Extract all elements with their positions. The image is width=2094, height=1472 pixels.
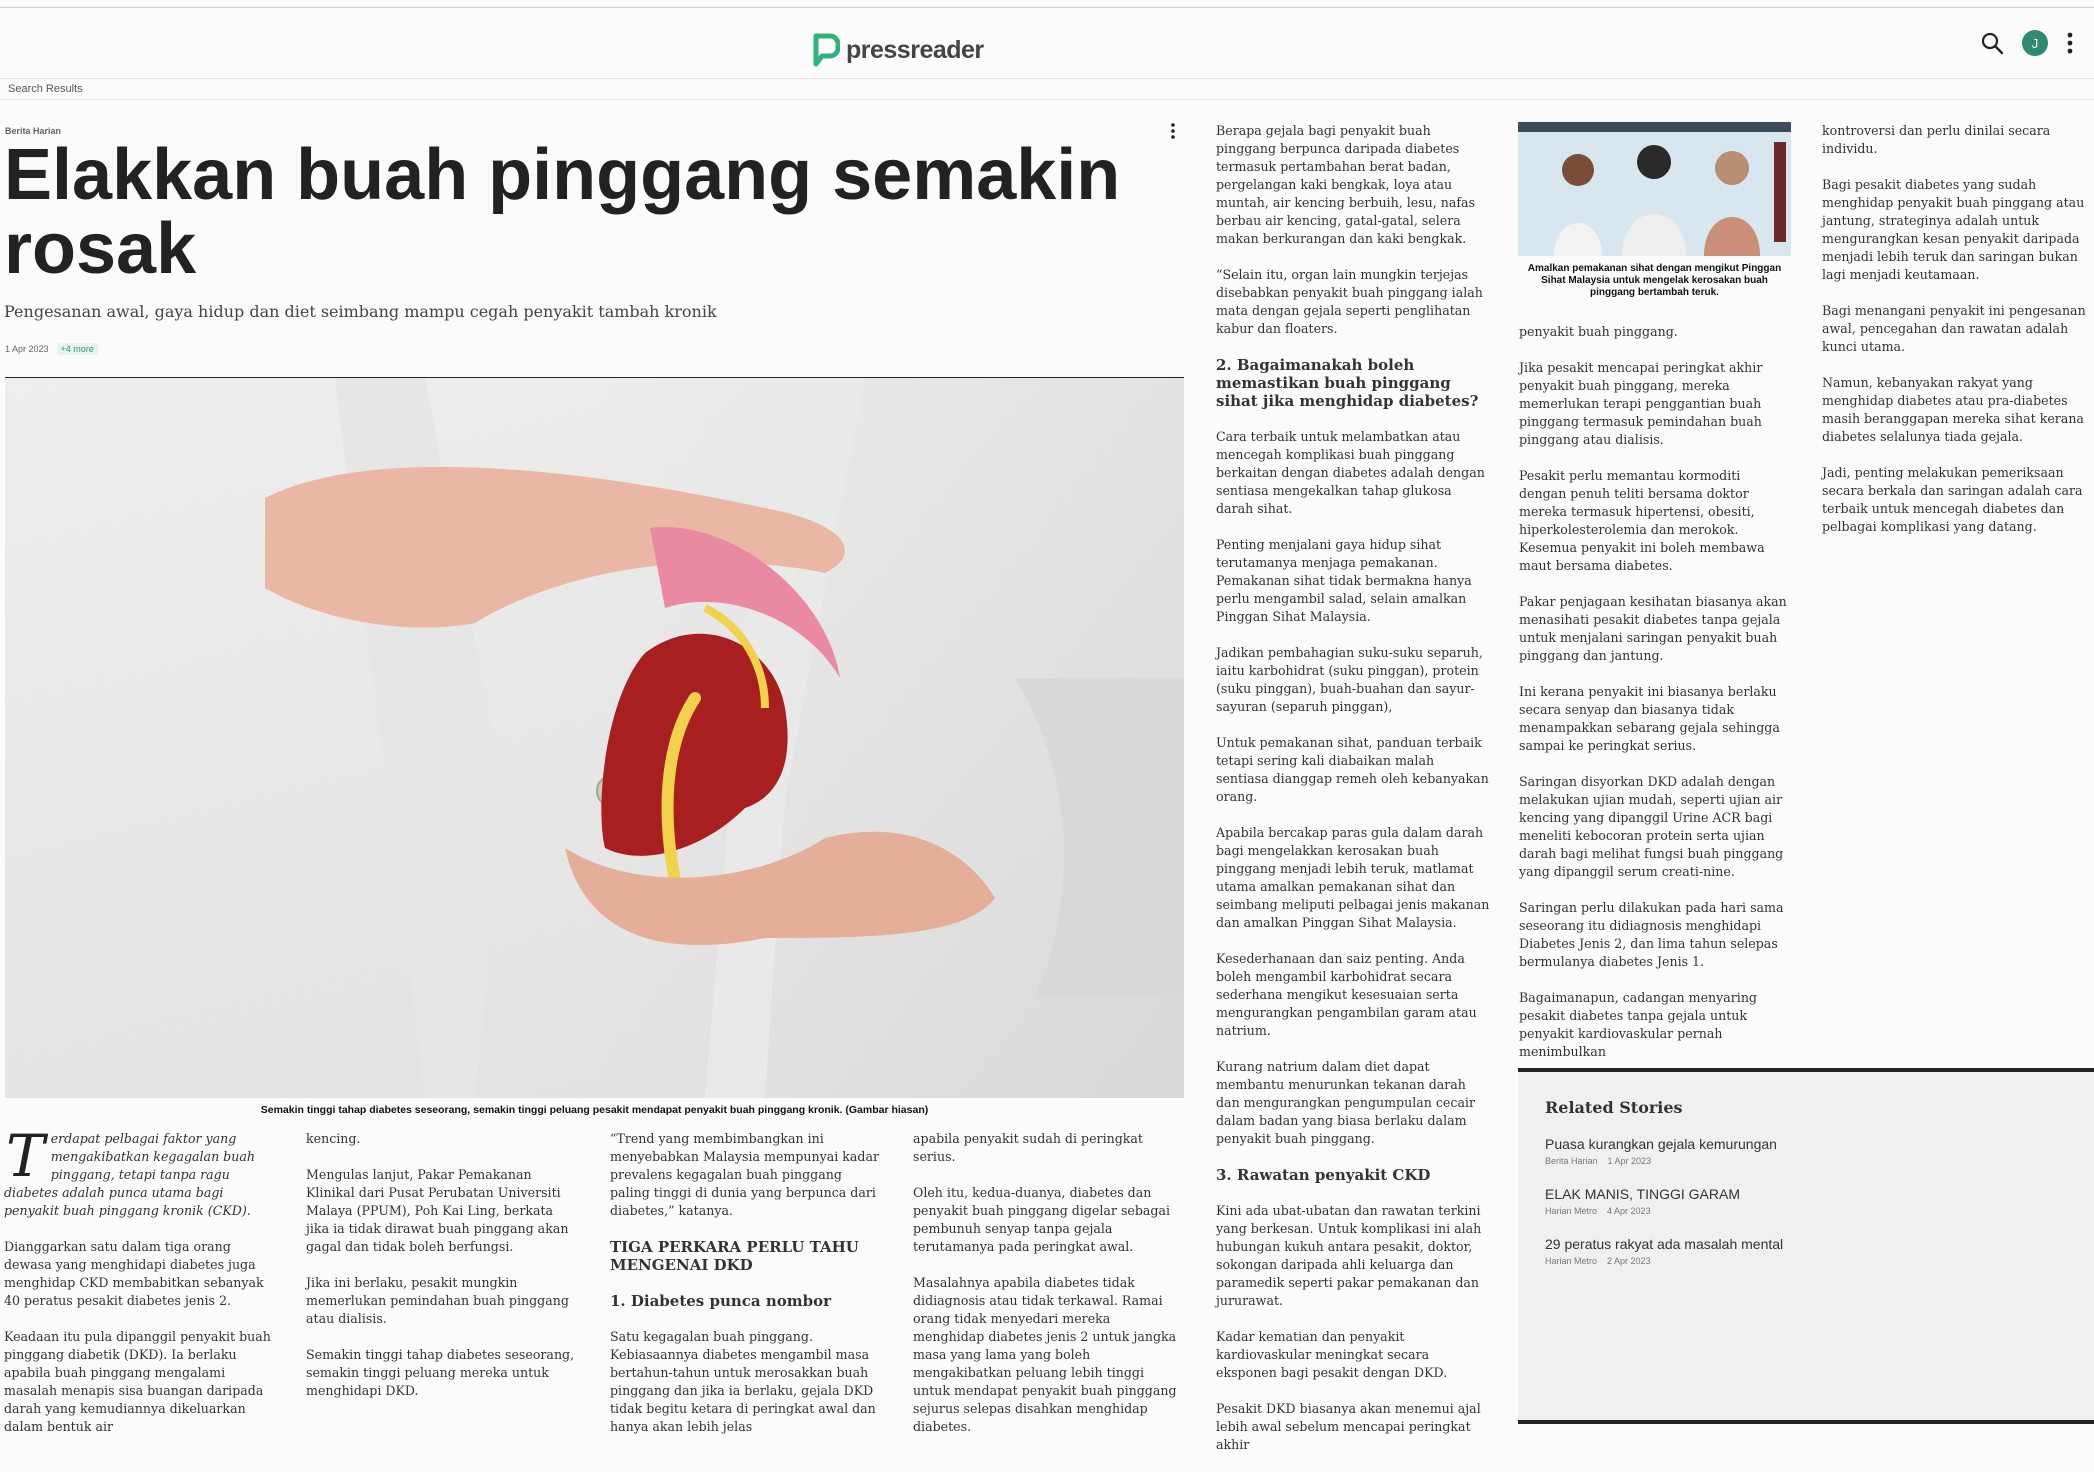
breadcrumb-bar <box>0 79 2094 100</box>
paragraph: Jadi, penting melakukan pemeriksaan secara berkala dan saringan adalah cara terbaik untuk mencegah diabetes dan pelbagai komplikasi yang datang. <box>1822 465 2083 534</box>
article-subtitle: Pengesanan awal, gaya hidup dan diet seimbang mampu cegah penyakit tambah kronik <box>4 302 717 321</box>
article-title: Elakkan buah pinggang semakin rosak <box>4 135 1121 289</box>
paragraph: Satu kegagalan buah pinggang. Kebiasaannya diabetes mengambil masa bertahun-tahun untuk merosakkan buah pinggang dan jika ia berlaku, gejala DKD tidak begitu ketara di peringkat awal dan hanya akan lebih jelas <box>610 1329 876 1434</box>
related-story-title[interactable]: Puasa kurangkan gejala kemurungan <box>1545 1136 1777 1152</box>
article-source[interactable]: Berita Harian <box>5 126 62 136</box>
paragraph: Apabila bercakap paras gula dalam darah bagi mengelakkan kerosakan buah pinggang menjadi lebih teruk, matlamat utama amalkan pemakanan sihat dan seimbang meliputi pelbagai jenis makanan dan amalkan Pinggan Sihat Malaysia. <box>1216 825 1490 930</box>
section-heading: TIGA PERKARA PERLU TAHU MENGENAI DKD <box>610 1238 859 1274</box>
top-header <box>0 8 2094 79</box>
paragraph: Bagi menangani penyakit ini pengesanan awal, pencegahan dan rawatan adalah kunci utama. <box>1822 303 2086 354</box>
paragraph: Bagaimanapun, cadangan menyaring pesakit diabetes tanpa gejala untuk penyakit kardiovaskular pernah menimbulkan <box>1519 990 1757 1059</box>
search-icon[interactable] <box>1980 31 2004 55</box>
paragraph: “Selain itu, organ lain mungkin terjejas disebabkan penyakit buah pinggang ialah mata dengan gejala seperti penglihatan kabur dan floaters. <box>1216 267 1483 336</box>
paragraph: Saringan perlu dilakukan pada hari sama seseorang itu didiagnosis menghidapi Diabetes Jenis 2, dan lima tahun selepas bermulanya diabetes Jenis 1. <box>1519 900 1784 969</box>
article-column-5 <box>1216 122 1490 1472</box>
related-story-date: 4 Apr 2023 <box>1607 1206 1651 1216</box>
related-story-title[interactable]: 29 peratus rakyat ada masalah mental <box>1545 1236 1784 1252</box>
paragraph: Cara terbaik untuk melambatkan atau mencegah komplikasi buah pinggang berkaitan dengan diabetes adalah dengan sentiasa mengekalkan tahap glukosa darah sihat. <box>1216 429 1485 516</box>
paragraph: “Trend yang membimbangkan ini menyebabkan Malaysia mempunyai kadar prevalens kegagalan buah pinggang paling tinggi di dunia yang berpunca dari diabetes,” katanya. <box>610 1131 880 1218</box>
hero-image <box>5 377 1184 1098</box>
related-story[interactable] <box>1545 1186 1740 1216</box>
related-story-source: Harian Metro <box>1545 1256 1598 1266</box>
inline-image <box>1518 122 1791 256</box>
paragraph: kencing. <box>306 1131 361 1146</box>
section-heading: 1. Diabetes punca nombor <box>610 1292 832 1310</box>
paragraph: Jika pesakit mencapai peringkat akhir penyakit buah pinggang, mereka memerlukan terapi penggantian buah pinggang termasuk pemindahan buah pinggang atau dialisis. <box>1519 360 1763 447</box>
paragraph: Saringan disyorkan DKD adalah dengan melakukan ujian mudah, seperti ujian air kencing yang dipanggil Urine ACR bagi meneliti kebocoran protein serta ujian darah bagi melihat fungsi buah pinggang yang dipanggil serum creati-nine. <box>1519 774 1784 879</box>
article-column-2 <box>306 1130 578 1418</box>
paragraph: kontroversi dan perlu dinilai secara individu. <box>1822 123 2051 156</box>
related-story-source: Harian Metro <box>1545 1206 1598 1216</box>
related-stories-heading: Related Stories <box>1545 1098 1683 1117</box>
article-column-4 <box>913 1130 1185 1454</box>
related-story-source: Berita Harian <box>1545 1156 1598 1166</box>
paragraph: penyakit buah pinggang. <box>1519 324 1678 339</box>
paragraph: Berapa gejala bagi penyakit buah pinggang berpunca daripada diabetes termasuk pertambahan berat badan, pergelangan kaki bengkak, loya atau muntah, air kencing berbuih, lesu, nafas berbau air kencing, gatal-gatal, selera makan berkurangan dan kaki bengkak. <box>1216 123 1476 246</box>
article-meta <box>5 343 98 355</box>
pressreader-logo-icon <box>810 32 840 68</box>
related-stories-panel <box>1518 1068 2094 1424</box>
paragraph: Pesakit DKD biasanya akan menemui ajal lebih awal sebelum mencapai peringkat akhir <box>1216 1401 1481 1452</box>
related-story-date: 2 Apr 2023 <box>1607 1256 1651 1266</box>
paragraph: Keadaan itu pula dipanggil penyakit buah pinggang diabetik (DKD). Ia berlaku apabila buah pinggang mengalami masalah menapis sisa buangan daripada darah yang kemudiannya dikeluarkan dalam bentuk air <box>4 1329 271 1434</box>
article-column-6 <box>1519 323 1791 1079</box>
paragraph: Jadikan pembahagian suku-suku separuh, iaitu karbohidrat (suku pinggan), protein (suku pinggan), buah-buahan dan sayur-sayuran (separuh pinggan), <box>1216 645 1483 714</box>
paragraph: Kadar kematian dan penyakit kardiovaskular meningkat secara eksponen bagi pesakit dengan DKD. <box>1216 1329 1448 1380</box>
lead-paragraph: erdapat pelbagai faktor yang mengakibatkan kegagalan buah pinggang, tetapi tanpa ragu diabetes adalah punca utama bagi penyakit buah pinggang kronik (CKD). <box>4 1131 255 1218</box>
paragraph: Ini kerana penyakit ini biasanya berlaku secara senyap dan biasanya tidak menampakkan sebarang gejala sehingga sampai ke peringkat serius. <box>1519 684 1780 753</box>
breadcrumb-search-results[interactable]: Search Results <box>8 83 83 95</box>
article-date: 1 Apr 2023 <box>5 344 49 354</box>
more-sources-badge[interactable]: +4 more <box>57 343 98 355</box>
paragraph: Pakar penjagaan kesihatan biasanya akan menasihati pesakit diabetes tanpa gejala untuk menjalani saringan penyakit buah pinggang dan jantung. <box>1519 594 1787 663</box>
hero-caption: Semakin tinggi tahap diabetes seseorang, semakin tinggi peluang pesakit mendapat penyakit buah pinggang kronik. (Gambar hiasan) <box>260 1104 929 1116</box>
paragraph: Kurang natrium dalam diet dapat membantu menurunkan tekanan darah dan mengurangkan pengumpulan cecair dalam badan yang biasa berlaku dalam penyakit buah pinggang. <box>1216 1059 1475 1146</box>
paragraph: Penting menjalani gaya hidup sihat terutamanya menjaga pemakanan. Pemakanan sihat tidak bermakna hanya perlu mengambil salad, selain amalkan Pinggan Sihat Malaysia. <box>1216 537 1472 624</box>
paragraph: Untuk pemakanan sihat, panduan terbaik tetapi sering kali diabaikan malah sentiasa dianggap remeh oleh kebanyakan orang. <box>1216 735 1489 804</box>
paragraph: Kesederhanaan dan saiz penting. Anda boleh mengambil karbohidrat secara sederhana mengikut kesesuaian serta mengurangkan pengambilan garam atau natrium. <box>1216 951 1477 1038</box>
article-column-7 <box>1822 122 2092 554</box>
paragraph: Dianggarkan satu dalam tiga orang dewasa yang menghidapi diabetes juga menghidap CKD membabitkan sebanyak 40 peratus pesakit diabetes jenis 2. <box>4 1239 264 1308</box>
related-story-date: 1 Apr 2023 <box>1607 1156 1652 1166</box>
inline-image-caption: Amalkan pemakanan sihat dengan mengikut Pinggan Sihat Malaysia untuk mengelak kerosakan buah pinggang bertambah teruk. <box>1527 263 1782 298</box>
brand-name: pressreader <box>846 35 984 64</box>
related-story-title[interactable]: ELAK MANIS, TINGGI GARAM <box>1545 1186 1741 1202</box>
section-heading: 2. Bagaimanakah boleh memastikan buah pinggang sihat jika menghidap diabetes? <box>1216 356 1479 410</box>
paragraph: Pesakit perlu memantau kormoditi dengan penuh teliti bersama doktor mereka termasuk hipertensi, obesiti, hiperkolesterolemia dan merokok. Kesemua penyakit ini boleh membawa maut bersama diabetes. <box>1519 468 1765 573</box>
article-column-1 <box>4 1122 274 1454</box>
section-heading: 3. Rawatan penyakit CKD <box>1216 1166 1431 1184</box>
paragraph: Mengulas lanjut, Pakar Pemakanan Klinikal dari Pusat Perubatan Universiti Malaya (PPUM), Poh Kai Ling, berkata jika ia tidak dirawat buah pinggang akan gagal dan tidak boleh berfungsi. <box>306 1167 569 1254</box>
user-avatar[interactable] <box>2022 30 2048 56</box>
pressreader-logo[interactable] <box>810 28 984 72</box>
paragraph: Jika ini berlaku, pesakit mungkin memerlukan pemindahan buah pinggang atau dialisis. <box>306 1275 569 1326</box>
paragraph: Masalahnya apabila diabetes tidak didiagnosis atau tidak terkawal. Ramai orang tidak menyedari mereka menghidap diabetes jenis 2 untuk jangka masa yang lama yang boleh mengakibatkan peluang lebih tinggi untuk mendapat penyakit buah pinggang sejurus selepas disahkan menghidap diabetes. <box>913 1275 1177 1434</box>
related-story[interactable] <box>1545 1236 1783 1266</box>
paragraph: apabila penyakit sudah di peringkat serius. <box>913 1131 1143 1164</box>
paragraph: Oleh itu, kedua-duanya, diabetes dan penyakit buah pinggang digelar sebagai pembunuh senyap tanpa gejala terutamanya pada peringkat awal. <box>913 1185 1171 1254</box>
paragraph: Namun, kebanyakan rakyat yang menghidap diabetes atau pra-diabetes masih beranggapan mereka sihat kerana diabetes selalunya tiada gejala. <box>1822 375 2084 444</box>
paragraph: Kini ada ubat-ubatan dan rawatan terkini yang berkesan. Untuk komplikasi ini alah hubungan kukuh antara pesakit, doktor, sokongan daripada ahli keluarga dan paramedik seperti pakar pemakanan dan jururawat. <box>1216 1203 1482 1308</box>
more-menu-icon[interactable] <box>2066 31 2074 55</box>
avatar-initial: J <box>2031 35 2039 51</box>
article-options-icon[interactable] <box>1170 122 1176 140</box>
paragraph: Bagi pesakit diabetes yang sudah menghidap penyakit buah pinggang atau jantung, strateginya adalah untuk mengurangkan kesan penyakit daripada menjadi lebih teruk dan saringan bukan lagi menjadi keutamaan. <box>1822 177 2085 282</box>
paragraph: Semakin tinggi tahap diabetes seseorang, semakin tinggi peluang mereka untuk menghidapi DKD. <box>306 1347 575 1398</box>
drop-cap: T <box>6 1122 45 1190</box>
related-story[interactable] <box>1545 1136 1777 1166</box>
article-column-3 <box>610 1130 880 1454</box>
